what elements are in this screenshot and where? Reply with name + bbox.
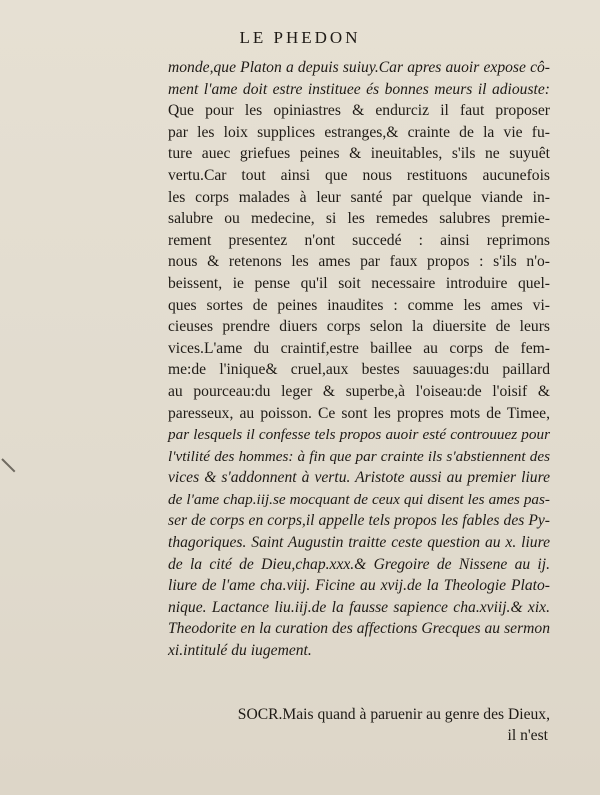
text-line: thagoriques. Saint Augustin traitte ceste question au x. liure <box>168 534 550 552</box>
text-line: salubre ou medecine, si les remedes salubres premie- <box>168 210 550 228</box>
text-line: cieuses prendre diuers corps selon la diuersite de leurs <box>168 318 550 336</box>
text-line: l'vtilité des hommes: à fin que par crainte ils s'abstiennent des <box>168 447 550 465</box>
margin-mark <box>1 458 15 472</box>
text-line: de la cité de Dieu,chap.xxx.& Gregoire de Nissene au ij. <box>168 555 550 573</box>
text-line: vices.L'ame du craintif,estre baillee au corps de fem- <box>168 339 550 357</box>
text-line: ture auec griefues peines & ineuitables, s'ils ne suyuêt <box>168 145 550 163</box>
text-line: me:de l'inique& cruel,aux bestes sauuages:du paillard <box>168 361 550 379</box>
text-block <box>168 57 550 747</box>
section-gap <box>168 662 550 704</box>
text-line: ment l'ame doit estre instituee és bonnes meurs il adiouste: <box>168 80 550 98</box>
text-line: Que pour les opiniastres & endurciz il faut proposer <box>168 102 550 120</box>
text-line: xi.intitulé du iugement. <box>168 642 312 660</box>
text-line: vices & s'addonnent à vertu. Aristote aussi au premier liure <box>168 469 550 487</box>
text-line: nous & retenons les ames par faux propos : s'ils n'o- <box>168 253 550 271</box>
text-line: au pourceau:du leger & superbe,à l'oiseau:de l'oisif & <box>168 382 550 400</box>
paragraph-lines <box>168 57 550 662</box>
text-line: par les loix supplices estranges,& crainte de la vie fu- <box>168 123 550 141</box>
text-line: ser de corps en corps,il appelle tels propos les fables des Py- <box>168 512 550 530</box>
text-line: beissent, ie pense qu'il soit necessaire introduire quel- <box>168 274 550 292</box>
dialogue-line: SOCR.Mais quand à paruenir au genre des Dieux, <box>237 705 550 723</box>
text-line: liure de l'ame cha.viij. Ficine au xvij.de la Theologie Plato- <box>168 577 550 595</box>
text-line: rement presentez n'ont succedé : ainsi reprimons <box>168 231 550 249</box>
text-line: les corps malades à leur santé par quelque viande in- <box>168 188 550 206</box>
catchword: il n'est <box>507 727 548 745</box>
text-line: par lesquels il confesse tels propos auoir esté controuuez pour <box>168 426 550 444</box>
text-line: monde,que Platon a depuis suiuy.Car apres auoir expose cô- <box>168 59 550 76</box>
text-line: Theodorite en la curation des affections Grecques au sermon <box>168 620 550 638</box>
text-line: paresseux, au poisson. Ce sont les propres mots de Timee, <box>168 404 550 422</box>
text-line: ques sortes de peines inaudites : comme les ames vi- <box>168 296 550 314</box>
text-line: vertu.Car tout ainsi que nous restituons aucunefois <box>168 166 550 184</box>
text-line: nique. Lactance liu.iij.de la fausse sapience cha.xviij.& xix. <box>168 598 550 616</box>
text-line: de l'ame chap.iij.se mocquant de ceux qui disent les ames pas- <box>168 490 550 508</box>
running-head: LE PHEDON <box>239 28 361 47</box>
